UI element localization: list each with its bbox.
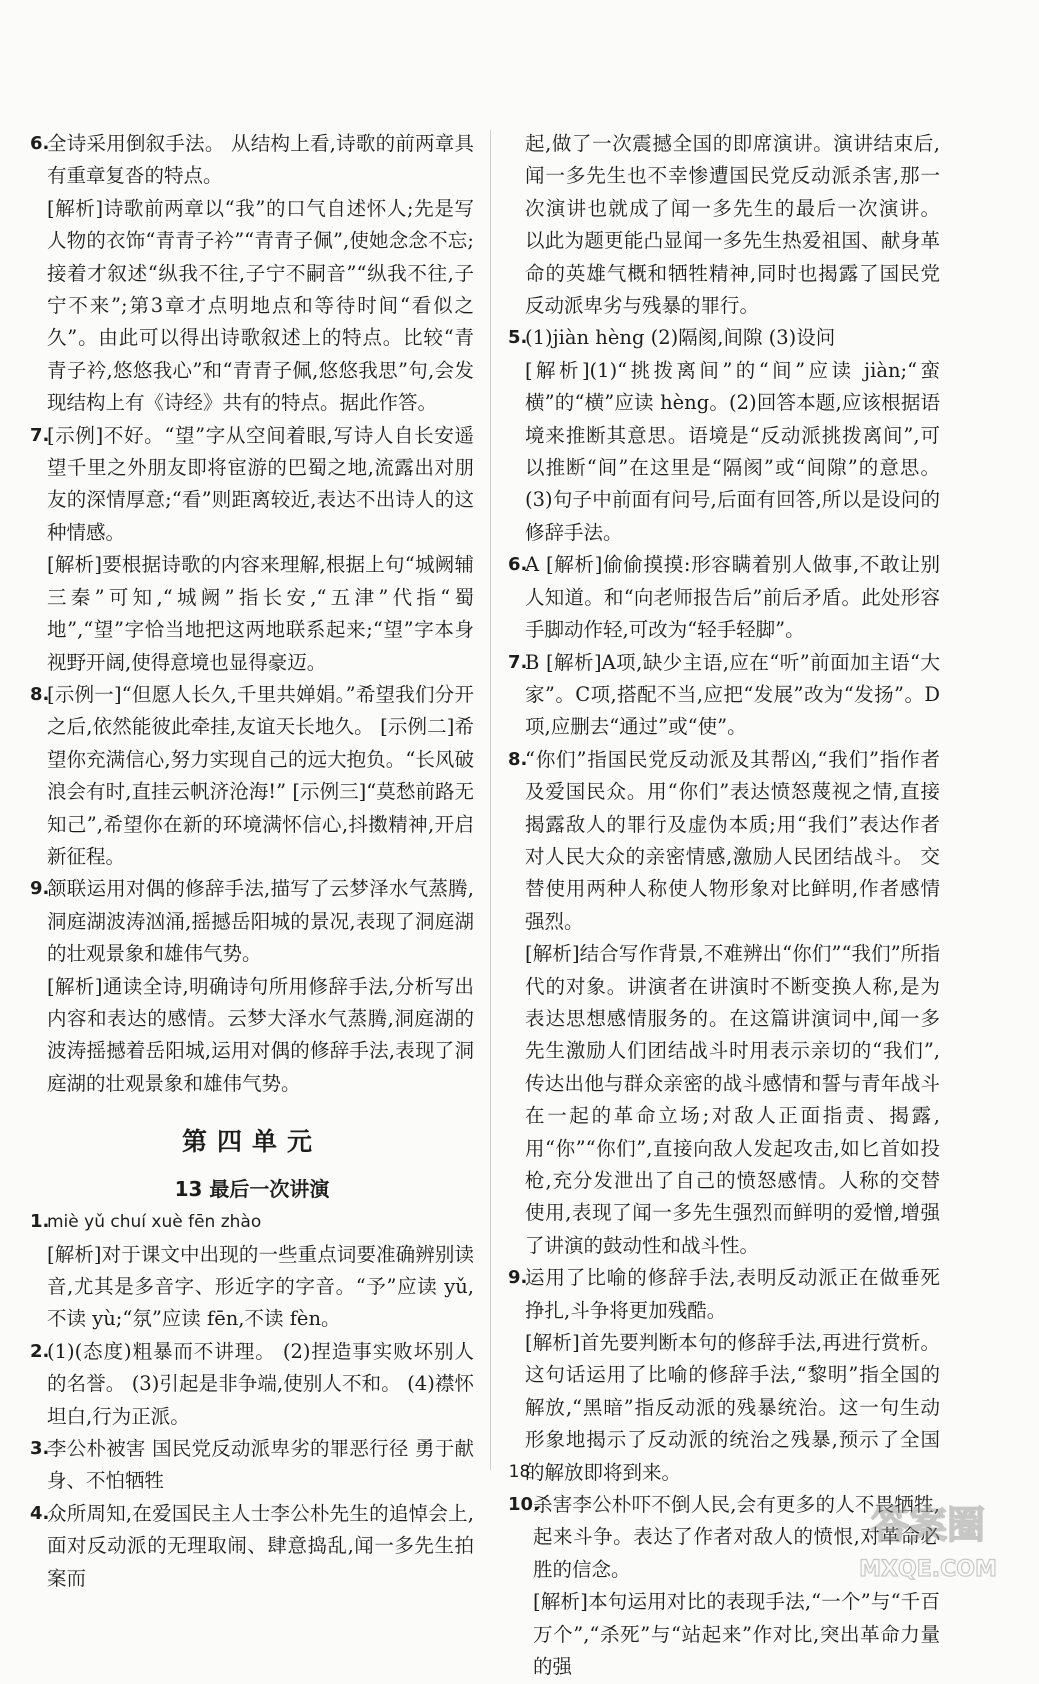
item-number: 8. — [508, 748, 528, 770]
analysis-text: [解析](1)“挑拨离间”的“间”应读 jiàn;“蛮横”的“横”应读 hèng。(2)回答本题,应该根据语境来推断其意思。语境是“反动派挑拨离间”,可以推断“间”在这里是“隔阂”或“间隙”的意思。(3)句子中前面有问号,后面有回答,所以是设问的修辞手法。 — [525, 358, 940, 544]
item-number: 6. — [30, 133, 50, 154]
answer-item-6 — [30, 128, 474, 420]
item-number: 10. — [508, 1494, 540, 1516]
lesson-item-4-continued — [508, 128, 940, 322]
item-number: 3. — [30, 1438, 50, 1460]
pinyin-answer: miè yǔ chuí xuè fēn zhào — [47, 1212, 262, 1233]
answer-text: [示例]不好。“望”字从空间着眼,写诗人自长安遥望千里之外朋友即将宦游的巴蜀之地,流露出对朋友的深情厚意;“看”则距离较近,表达不出诗人的这种情感。 — [47, 423, 474, 544]
answer-text: B [解析]A项,缺少主语,应在“听”前面加主语“大家”。C项,搭配不当,应把“发展”改为“发扬”。D项,应删去“通过”或“使”。 — [525, 650, 940, 739]
lesson-item-5 — [508, 322, 940, 549]
unit-title: 第四单元 — [181, 1127, 322, 1157]
answer-text: 杀害李公朴吓不倒人民,会有更多的人不畏牺牲,起来斗争。表达了作者对敌人的愤恨,对革命必胜的信念。 — [533, 1493, 940, 1581]
item-number: 1. — [30, 1211, 50, 1233]
column-divider — [490, 130, 491, 1470]
lesson-item-8 — [508, 744, 940, 1263]
answer-text: [示例一]“但愿人长久,千里共婵娟。”希望我们分开之后,依然能彼此牵挂,友谊天长地久。 [示例二]希望你充满信心,努力实现自己的远大抱负。“长风破浪会有时,直挂云帆济沧海!” [示例三]“莫愁前路无知己”,希望你在新的环境满怀信心,抖擞精神,开启新征程。 — [47, 682, 474, 868]
answer-text: 颔联运用对偶的修辞手法,描写了云梦泽水气蒸腾,洞庭湖波涛汹涌,摇撼岳阳城的景况,表现了洞庭湖的壮观景象和雄伟气势。 — [47, 877, 474, 966]
answer-text: 李公朴被害 国民党反动派卑劣的罪恶行径 勇于献身、不怕牺牲 — [47, 1437, 474, 1493]
svg-text:MXQE.COM: MXQE.COM — [859, 1557, 997, 1582]
answer-item-8 — [30, 679, 474, 873]
svg-text:答案圈: 答案圈 — [870, 1503, 986, 1547]
answer-text: (1)jiàn hèng (2)隔阂,间隙 (3)设问 — [525, 326, 836, 350]
analysis-text: [解析]诗歌前两章以“我”的口气自述怀人;先是写人物的衣饰“青青子衿”“青青子佩”,使她念念不忘;接着才叙述“纵我不往,子宁不嗣音”“纵我不往,子宁不来”;第3章才点明地点和等待时间“看似之久”。由此可以得出诗歌叙述上的特点。比较“青青子衿,悠悠我心”和“青青子佩,悠悠我思”句,会发现结构上有《诗经》共有的特点。据此作答。 — [47, 196, 474, 415]
lesson-item-6 — [508, 549, 940, 646]
lesson-item-2 — [30, 1336, 474, 1433]
item-number: 7. — [30, 424, 50, 446]
analysis-text: [解析]结合写作背景,不难辨出“你们”“我们”所指代的对象。讲演者在讲演时不断变换人称,是为表达思想感情服务的。在这篇讲演词中,闻一多先生激励人们团结战斗时用表示亲切的“我们”,传达出他与群众亲密的战斗感情和誓与青年战斗在一起的革命立场;对敌人正面指责、揭露,用“你”“你们”,直接向敌人发起攻击,如匕首如投枪,充分发泄出了自己的愤怒感情。人称的交替使用,表现了闻一多先生强烈而鲜明的爱憎,增强了讲演的鼓动性和战斗性。 — [525, 942, 940, 1257]
lesson-item-9 — [508, 1262, 940, 1489]
answer-item-7 — [30, 420, 474, 679]
answer-text: 众所周知,在爱国民主人士李公朴先生的追悼会上,面对反动派的无理取闹、肆意捣乱,闻一多先生拍案而 — [47, 1501, 474, 1590]
page-number: 18 — [508, 1462, 531, 1482]
answer-text: (1)(态度)粗暴而不讲理。 (2)捏造事实败坏别人的名誉。 (3)引起是非争端,使别人不和。 (4)襟怀坦白,行为正派。 — [47, 1339, 474, 1428]
answer-text: 运用了比喻的修辞手法,表明反动派正在做垂死挣扎,斗争将更加残酷。 — [525, 1266, 940, 1322]
left-column — [30, 128, 474, 1595]
lesson-title: 13 最后一次讲演 — [174, 1177, 330, 1202]
answer-text: 全诗采用倒叙手法。 从结构上看,诗歌的前两章具有重章复沓的特点。 — [47, 132, 474, 188]
analysis-text: [解析]要根据诗歌的内容来理解,根据上句“城阙辅三秦”可知,“城阙”指长安,“五津”代指“蜀地”,“望”字恰当地把这两地联系起来;“望”字本身视野开阔,使得意境也显得豪迈。 — [47, 553, 474, 674]
answer-item-9 — [30, 873, 474, 1100]
item-number: 9. — [508, 1267, 528, 1289]
item-number: 4. — [30, 1502, 50, 1524]
answer-text: “你们”指国民党反动派及其帮凶,“我们”指作者及爱国民众。用“你们”表达愤怒蔑视之情,直接揭露敌人的罪行及虚伪本质;用“我们”表达作者对人民大众的亲密情感,激励人民团结战斗。 交替使用两种人称使人物形象对比鲜明,作者感情强烈。 — [525, 747, 940, 933]
item-number: 7. — [508, 651, 528, 673]
analysis-text: [解析]对于课文中出现的一些重点词要准确辨别读音,尤其是多音字、形近字的字音。“予”应读 yǔ,不读 yù;“氛”应读 fēn,不读 fèn。 — [47, 1242, 474, 1331]
analysis-text: [解析]首先要判断本句的修辞手法,再进行赏析。这句话运用了比喻的修辞手法,“黎明”指全国的解放,“黑暗”指反动派的残暴统治。这一句生动形象地揭示了反动派的统治之残暴,预示了全国的解放即将到来。 — [525, 1331, 940, 1484]
lesson-item-7 — [508, 647, 940, 744]
item-number: 2. — [30, 1340, 50, 1362]
item-number: 8. — [30, 683, 50, 705]
analysis-text: [解析]本句运用对比的表现手法,“一个”与“千百万个”,“杀死”与“站起来”作对比,突出革命力量的强 — [533, 1590, 940, 1679]
site-watermark-logo — [838, 1486, 1018, 1586]
item-number: 6. — [508, 554, 528, 576]
lesson-item-4 — [30, 1498, 474, 1595]
analysis-text: [解析]通读全诗,明确诗句所用修辞手法,分析写出内容和表达的感情。云梦大泽水气蒸腾,洞庭湖的波涛摇撼着岳阳城,运用对偶的修辞手法,表现了洞庭湖的壮观景象和雄伟气势。 — [47, 974, 474, 1095]
item-number: 5. — [508, 327, 528, 349]
answer-text: 起,做了一次震撼全国的即席演讲。演讲结束后,闻一多先生也不幸惨遭国民党反动派杀害,那一次演讲也就成了闻一多先生的最后一次演讲。 以此为题更能凸显闻一多先生热爱祖国、献身革命的英雄气概和牺牲精神,同时也揭露了国民党反动派卑劣与残暴的罪行。 — [525, 132, 940, 318]
lesson-item-1 — [30, 1206, 474, 1336]
right-column — [508, 128, 940, 1684]
answer-text: A [解析]偷偷摸摸:形容瞒着别人做事,不敢让别人知道。和“向老师报告后”前后矛盾。此处形容手脚动作轻,可改为“轻手轻脚”。 — [525, 553, 940, 642]
item-number: 9. — [30, 878, 50, 900]
